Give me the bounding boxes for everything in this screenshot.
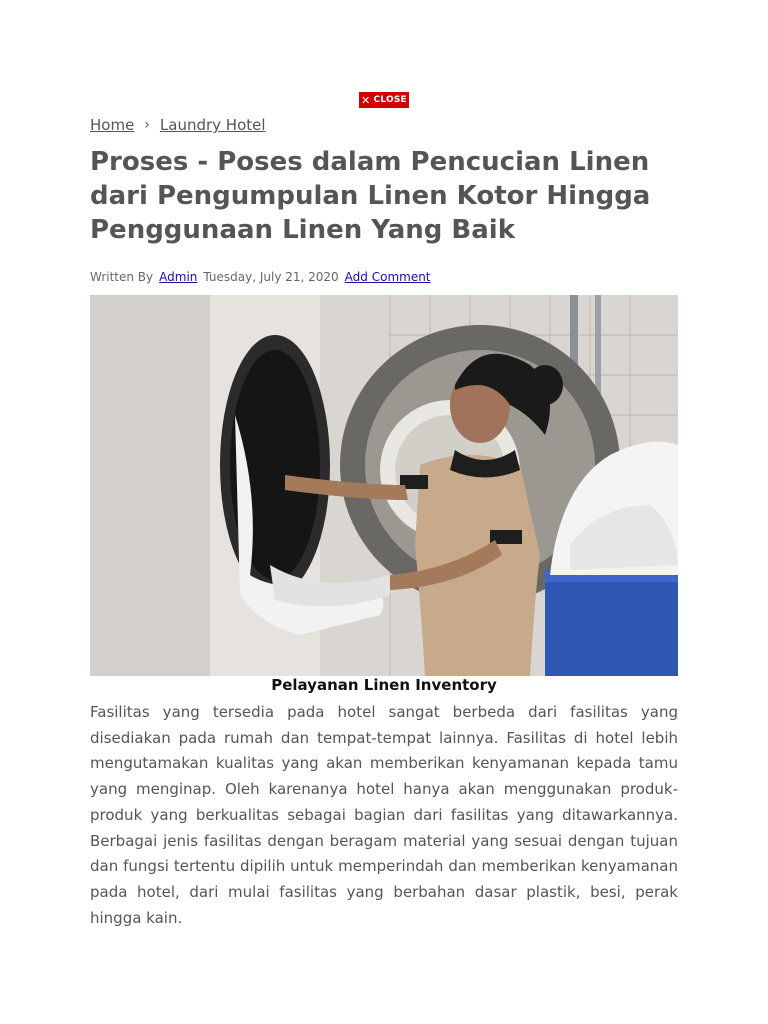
written-by-label: Written By [90, 270, 154, 284]
ad-close-button[interactable] [359, 92, 409, 108]
close-icon: ✕ [361, 93, 371, 107]
breadcrumb-separator-icon: › [144, 117, 150, 133]
article-meta [90, 270, 431, 284]
article-title: Proses - Poses dalam Pencucian Linen dari Pengumpulan Linen Kotor Hingga Penggunaan Linen Yang Baik [90, 147, 651, 245]
author-link[interactable]: Admin [159, 270, 198, 284]
image-caption: Pelayanan Linen Inventory [271, 676, 497, 694]
breadcrumb-home-link[interactable]: Home [90, 116, 135, 134]
post-date: Tuesday, July 21, 2020 [203, 270, 339, 284]
breadcrumb-category-link[interactable]: Laundry Hotel [159, 116, 266, 134]
laundry-photo [90, 295, 678, 676]
article-paragraph: Fasilitas yang tersedia pada hotel sangat berbeda dari fasilitas yang disediakan pada rumah dan tempat-tempat lainnya. Fasilitas di hotel lebih mengutamakan kualitas yang akan memberikan kenyamanan kepada tamu yang menginap. Oleh karenanya hotel hanya akan menggunakan produk-produk yang berkualitas sebagai bagian dari fasilitas yang ditawarkannya. Berbagai jenis fasilitas dengan beragam material yang sesuai dengan tujuan dan fungsi tertentu dipilih untuk memperindah dan memberikan kenyamanan pada hotel, dari mulai fasilitas yang berbahan dasar plastik, besi, perak hingga kain. [90, 703, 678, 927]
article-hero-image [90, 295, 678, 676]
close-label: CLOSE [373, 95, 407, 105]
breadcrumb [90, 116, 266, 134]
add-comment-link[interactable]: Add Comment [344, 270, 431, 284]
